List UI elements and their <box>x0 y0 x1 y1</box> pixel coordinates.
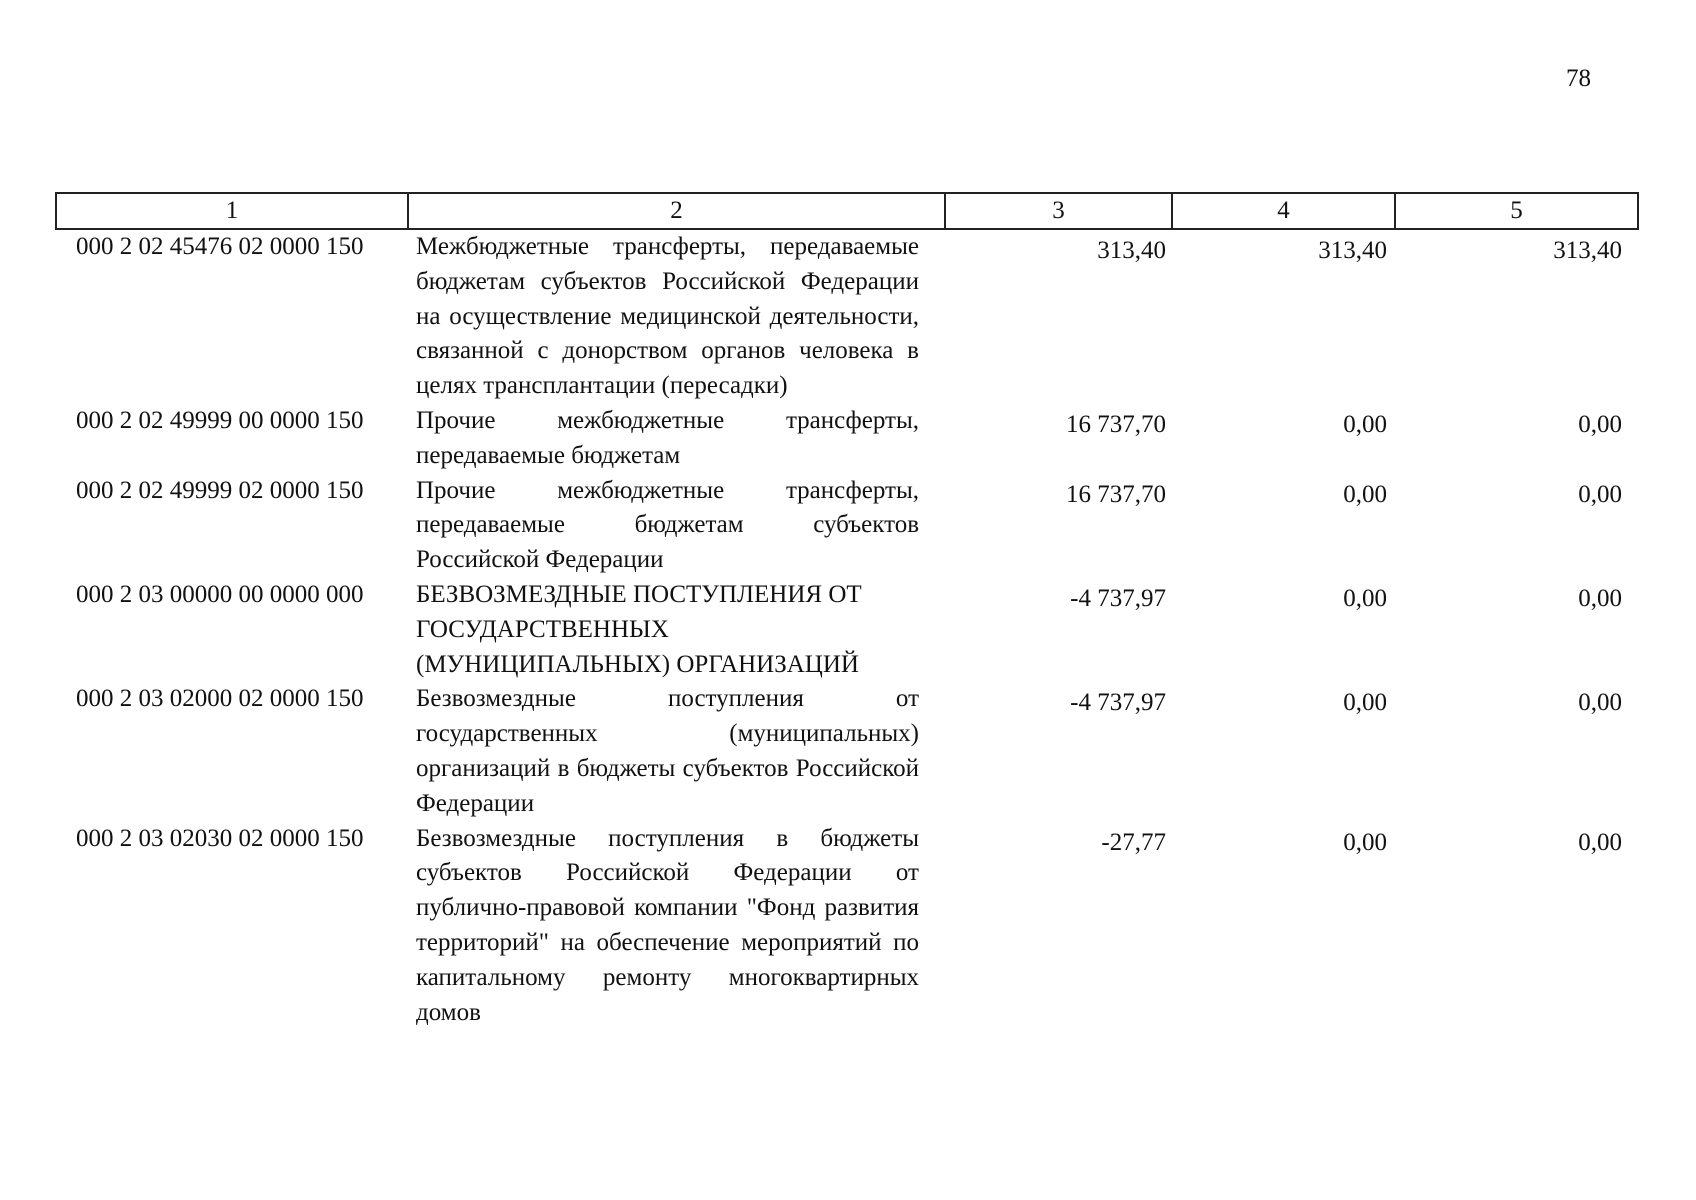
amount-value: 0,00 <box>1343 480 1387 508</box>
header-row <box>56 193 1638 229</box>
amount-value: 0,00 <box>1578 828 1622 856</box>
amount-col-4 <box>1172 682 1395 821</box>
header-col-5: 5 <box>1395 193 1638 229</box>
amount-value: 0,00 <box>1343 689 1387 717</box>
amount-value: -4 737,97 <box>1070 689 1166 717</box>
amount-col-3 <box>945 578 1172 682</box>
amount-col-5 <box>1395 822 1638 1031</box>
amount-value: 16 737,70 <box>1066 480 1166 508</box>
amount-value: 0,00 <box>1578 689 1622 717</box>
amount-value: 0,00 <box>1343 410 1387 438</box>
budget-code: 000 2 03 02000 02 0000 150 <box>76 685 364 713</box>
amount-value: 313,40 <box>1318 237 1387 264</box>
table-body <box>56 229 1638 1030</box>
amount-col-5 <box>1395 578 1638 682</box>
amount-value: 0,00 <box>1578 480 1622 508</box>
header-col-2: 2 <box>408 193 945 229</box>
table-row <box>56 682 1638 821</box>
amount-col-3 <box>945 229 1172 404</box>
item-name: Безвозмездные поступления от государственных (муниципальных) организаций в бюджеты субъектов Российской Федерации <box>416 685 919 817</box>
budget-code: 000 2 03 00000 00 0000 000 <box>76 580 364 608</box>
table-row <box>56 404 1638 474</box>
item-name: Прочие межбюджетные трансферты, передаваемые бюджетам <box>416 406 919 469</box>
item-name: Прочие межбюджетные трансферты, передаваемые бюджетам субъектов Российской Федерации <box>416 476 919 574</box>
header-col-3: 3 <box>945 193 1172 229</box>
amount-col-3 <box>945 682 1172 821</box>
amount-value: 313,40 <box>1097 237 1166 264</box>
amount-value: 16 737,70 <box>1066 410 1166 438</box>
amount-col-4 <box>1172 474 1395 578</box>
budget-code: 000 2 02 49999 02 0000 150 <box>76 476 364 504</box>
table-header <box>56 193 1638 229</box>
amount-col-4 <box>1172 822 1395 1031</box>
amount-value: -4 737,97 <box>1070 584 1166 612</box>
amount-col-4 <box>1172 229 1395 404</box>
item-name: БЕЗВОЗМЕЗДНЫЕ ПОСТУПЛЕНИЯ ОТ ГОСУДАРСТВЕННЫХ (МУНИЦИПАЛЬНЫХ) ОРГАНИЗАЦИЙ <box>416 580 862 678</box>
table-row <box>56 822 1638 1031</box>
budget-table <box>55 192 1639 1030</box>
amount-value: 0,00 <box>1578 410 1622 438</box>
item-name: Межбюджетные трансферты, передаваемые бюджетам субъектов Российской Федерации на осуществление медицинской деятельности, связанной с донорством органов человека в целях трансплантации (пересадки) <box>416 233 919 400</box>
page-number: 78 <box>1566 65 1591 92</box>
budget-code: 000 2 02 49999 00 0000 150 <box>76 406 364 434</box>
amount-value: 0,00 <box>1343 584 1387 612</box>
table-row <box>56 578 1638 682</box>
amount-value: 0,00 <box>1343 828 1387 856</box>
amount-col-5 <box>1395 682 1638 821</box>
header-col-4: 4 <box>1172 193 1395 229</box>
item-name: Безвозмездные поступления в бюджеты субъектов Российской Федерации от публично-правовой компании "Фонд развития территорий" на обеспечение мероприятий по капитальному ремонту многоквартирных домов <box>416 824 919 1026</box>
header-col-1: 1 <box>56 193 408 229</box>
amount-value: -27,77 <box>1101 828 1166 856</box>
amount-col-5 <box>1395 404 1638 474</box>
table-row <box>56 229 1638 404</box>
amount-value: 0,00 <box>1578 584 1622 612</box>
amount-col-5 <box>1395 229 1638 404</box>
table-row <box>56 474 1638 578</box>
budget-code: 000 2 02 45476 02 0000 150 <box>76 233 364 260</box>
amount-col-5 <box>1395 474 1638 578</box>
amount-value: 313,40 <box>1553 237 1622 264</box>
budget-code: 000 2 03 02030 02 0000 150 <box>76 824 364 852</box>
amount-col-4 <box>1172 404 1395 474</box>
amount-col-3 <box>945 822 1172 1031</box>
amount-col-3 <box>945 404 1172 474</box>
amount-col-4 <box>1172 578 1395 682</box>
amount-col-3 <box>945 474 1172 578</box>
